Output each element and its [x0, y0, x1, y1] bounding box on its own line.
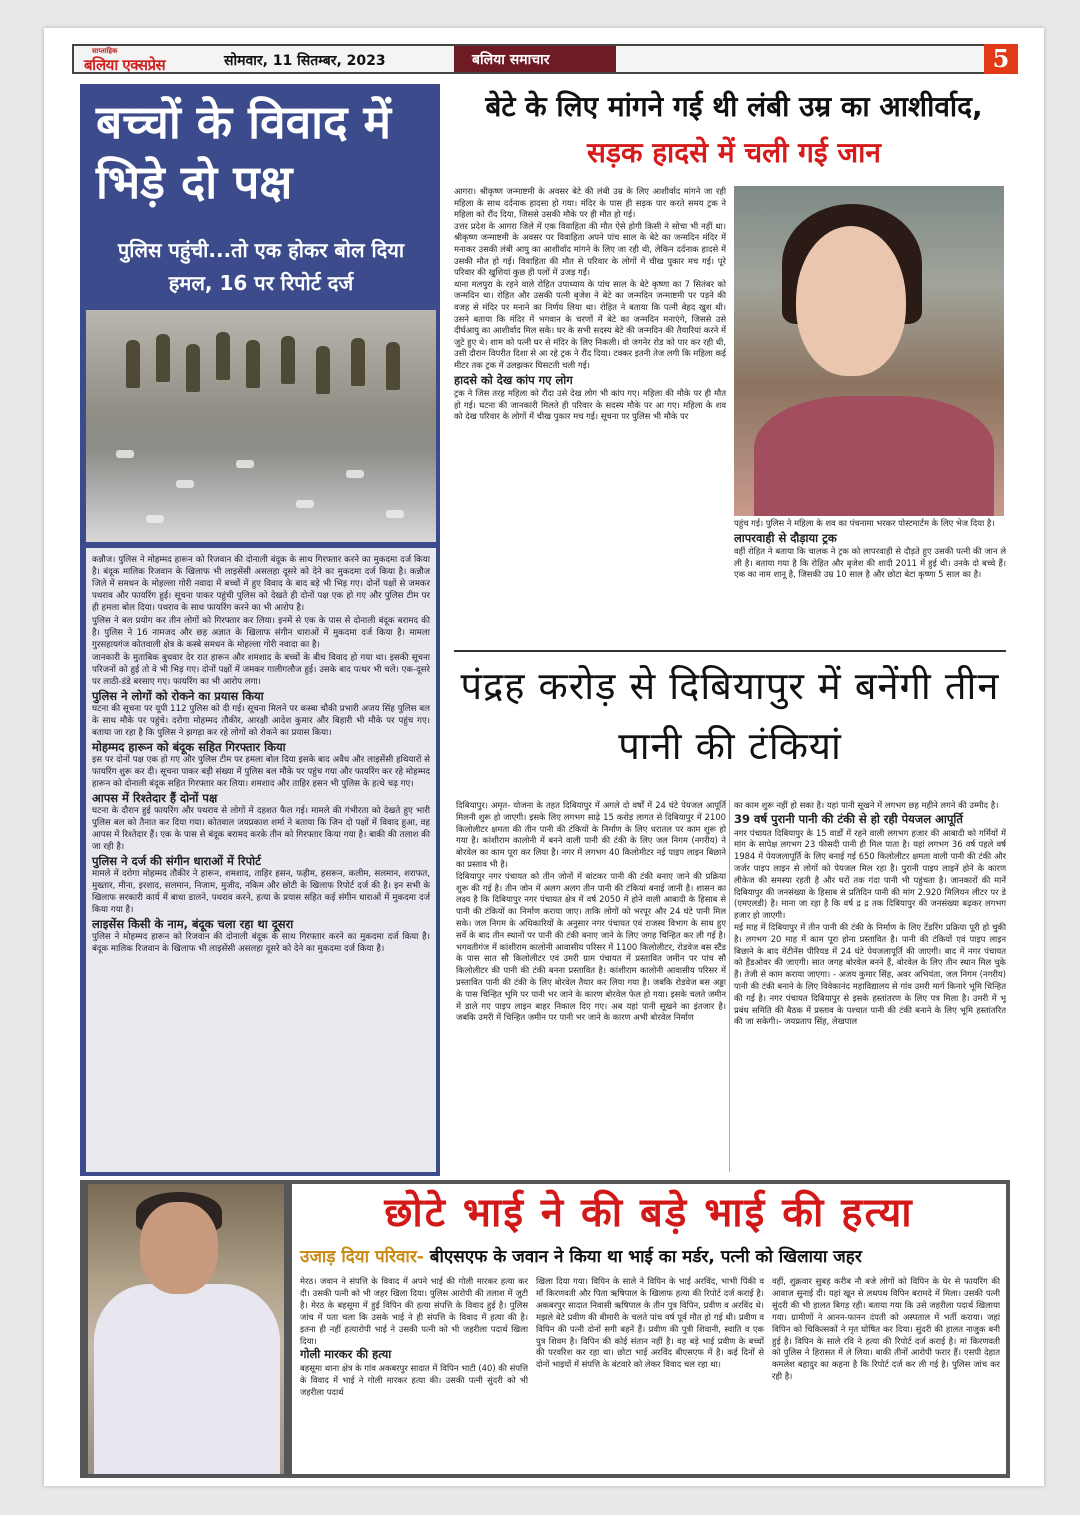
story-bottom-column-3: [772, 1276, 1000, 1472]
logo-tagline: साप्ताहिक: [92, 47, 118, 55]
logo-name: बलिया एक्सप्रेस: [84, 56, 166, 74]
subheading: गोली मारकर की हत्या: [300, 1347, 392, 1362]
body-paragraph: घटना के दौरान हुई फायरिंग और पथराव से लोगों में दहशत फैल गई। मामले की गंभीरता को देखते हुए भारी पुलिस बल को तैनात कर दिया गया। कोतवाल जयप्रकाश शर्मा ने बताया कि जिन दो पक्षों में विवाद हुआ, वह आपस में रिश्तेदार हैं। एक के पास से बंदूक बरामद करके तीन को गिरफ्तार किया गया है। बाकी की तलाश की जा रही है।: [92, 806, 430, 852]
riot-scene-photo: [86, 310, 436, 542]
body-paragraph: मई माह में दिबियापुर में तीन पानी की टंकी के निर्माण के लिए टेंडरिंग प्रक्रिया पूरी हो चुकी है। लगभग 20 माह में काम पूरा होना प्रस्तावित है। पानी की टंकियों एवं पाइप लाइन बिछाने के बाद मेंटीनेंस पीरियड में 24 घंटे पेयजलापूर्ति की जाएगी। बाद में नगर पंचायत को हैंडओवर की जाएगी। सात जगह बोरवेल बनने हैं, बोरवेल के लिए तीन स्थान मिल चुके हैं। तेजी से काम कराया जाएगा। - अजय कुमार सिंह, अवर अभियंता, जल निगम (नगरीय) पानी की टंकी बनाने के लिए विवेकानंद महाविद्यालय से गांव उमरी मार्ग किनारे भूमि चिन्हित की गई है। नगर पंचायत दिबियापुर से इसके हस्तांतरण के लिए पत्र मिला है। उमरी में भू प्रबंध समिति की बैठक में प्रस्ताव के पश्चात पानी की टंकी बनाने के लिए भूमि हस्तांतरित की जा सकेगी।- जयप्रताप सिंह, लेखपाल: [734, 921, 1006, 1027]
body-paragraph: नगर पंचायत दिबियापुर के 15 वार्डों में रहने वाली लगभग हजार की आबादी को गर्मियों में मांग के सापेक्ष लगभग 23 फीसदी पानी ही मिल पाता है। यहां लगभग 36 वर्ष पहले वर्ष 1984 में पेयजलापूर्ति के लिए बनाई गई 650 किलोलीटर क्षमता वाली पानी की टंकी और जर्जर पाइप लाइन से लोगों को पेयजल मिल रहा है। पुरानी पाइप लाइनें होने के कारण लीकेज की समस्या रहती है और घरों तक गंदा पानी भी पहुंचता है। जानकारों की मानें दिबियापुर की जनसंख्या के हिसाब से प्रतिदिन पानी की मांग 2.920 मिलियन लीटर पर डे (एमएलडी) है। माना जा रहा है कि वर्ष द्र द्र तक दिबियापुर की जनसंख्या बढ़कर लगभग हजार हो जाएगी।: [734, 827, 1006, 921]
section-label: बलिया समाचार: [454, 46, 616, 72]
story-bottom-subhead: [300, 1244, 1000, 1270]
subheading: लापरवाही से दौड़ाया ट्रक: [734, 530, 837, 545]
body-paragraph: दिबियापुर। अमृत- योजना के तहत दिबियापुर में अगले दो वर्षों में 24 घंटे पेयजल आपूर्ति मिलनी शुरू हो जाएगी। इसके लिए लगभग साढ़े 15 करोड़ लागत से दिबियापुर में 2100 किलोलीटर क्षमता की तीन पानी की टंकियों के निर्माण के लिए धरातल पर काम शुरू हो गया है। कांशीराम कालोनी में बनने वाली पानी की टंकी के लिए जल निगम (नगरीय) ने बोरवेल का काम पूरा कर लिया है। नगर में लगभग 40 किलोमीटर नई पाइप लाइन बिछाने का प्रस्ताव भी है।: [456, 800, 726, 869]
story-bottom-column-2: [536, 1276, 764, 1472]
subheading: मोहम्मद हारून को बंदूक सहित गिरफ्तार किया: [92, 740, 286, 754]
body-paragraph: ट्रक ने जिस तरह महिला को रौंदा उसे देख लोग भी कांप गए। महिला की मौके पर ही मौत हो गई। घटना की जानकारी मिलते ही परिवार के सदस्य मौके पर आ गए। महिला के शव को देख परिवार के लोगों में चीख पुकार मच गई। सूचना पर पुलिस भी मौके पर: [454, 388, 726, 422]
body-paragraph: वहीं रोहित ने बताया कि चालक ने ट्रक को लापरवाही से दौड़ते हुए उसकी पत्नी की जान ले ली है। बताया गया है कि रोहित और बृजेश की शादी 2011 में हुई थी। उनके दो बच्चे हैं। एक का नाम शानू है, जिसकी उम्र 10 साल है और छोटा बेटा कृष्णा 5 साल का है।: [734, 546, 1006, 580]
masthead: [72, 44, 1018, 74]
body-paragraph: जानकारी के मुताबिक बुधवार देर रात हारून और शमशाद के बच्चों के बीच विवाद हो गया था। इसकी सूचना परिजनों को हुई तो वे भी भिड़ गए। दोनों पक्षों में जमकर गालीगलौज हुई। उसके बाद पत्थर भी चले। एक-दूसरे पर लाठी-डंडे बरसाए गए। फायरिंग का भी आरोप लगा।: [92, 653, 430, 687]
body-paragraph: मेरठ। जवान ने संपत्ति के विवाद में अपने भाई की गोली मारकर हत्या कर दी। उसकी पत्नी को भी जहर खिला दिया। पुलिस आरोपी की तलाश में जुटी है। मेरठ के बहसूमा में हुई विपिन की हत्या संपत्ति के विवाद हुई है। पुलिस जांच में पता चला कि उसके भाई ने ही संपत्ति के विवाद में हत्या की है। इतना ही नहीं हत्यारोपी भाई ने उसकी पत्नी को भी जहरीला पदार्थ खिला दिया।: [300, 1276, 528, 1346]
story-mid-column-1: [456, 800, 726, 1176]
kicker: उजाड़ दिया परिवार-: [300, 1247, 424, 1267]
newspaper-page: [44, 28, 1044, 1486]
story-bottom-headline: छोटे भाई ने की बड़े भाई की हत्या: [384, 1190, 914, 1236]
story-left: [80, 84, 440, 1176]
headline-red: सड़क हादसे में चली गई जान: [587, 136, 881, 169]
story-top-column-1: [454, 186, 726, 646]
story-left-subhead: पुलिस पहुंची...तो एक होकर बोल दिया हमल, 16 पर रिपोर्ट दर्ज: [117, 238, 405, 295]
story-bottom: [80, 1180, 1010, 1478]
body-paragraph: वहीं, शुक्रवार सुबह करीब नौ बजे लोगों को विपिन के घेर से फायरिंग की आवाज सुनाई दी। यहां खून से लथपथ विपिन बरामदे में मिला। उसकी पत्नी सुंदरी की भी हालत बिगड़ रही। बताया गया कि उसे जहरीला पदार्थ खिलाया गया। ग्रामीणों ने आनन-फानन दंपती को अस्पताल में भर्ती कराया। जहां विपिन को चिकित्सकों ने मृत घोषित कर दिया। सुंदरी की हालत नाजुक बनी हुई है। विपिन के साले रवि ने हत्या की रिपोर्ट दर्ज कराई है। मां किरणवती को पुलिस ने हिरासत में ले लिया। बाकी तीनों आरोपी फरार हैं। एसपी देहात कमलेश बहादुर का कहना है कि रिपोर्ट दर्ज कर ली गई है। पुलिस जांच कर रही है।: [772, 1276, 1000, 1382]
story-top-column-2: [734, 518, 1006, 648]
story-bottom-content: [292, 1184, 1006, 1474]
body-paragraph: मामले में दरोगा मोहम्मद तौकीर ने हारून, शमशाद, ताहिर हसन, फहीम, हसरून, कलीम, सलमान, शराफत, मुख्तार, मीना, इरशाद, सलमान, निजाम, मुजीद, नकिम और छोटी के खिलाफ रिपोर्ट दर्ज की है। इन सभी के खिलाफ सरकारी कार्य में बाधा डालने, पथराव करने, हत्या के प्रयास सहित कई संगीन धाराओं में मुकदमा दर्ज किया गया है।: [92, 869, 430, 915]
subheading: पुलिस ने दर्ज की संगीन धाराओं में रिपोर्ट: [92, 854, 261, 868]
subheading: हादसे को देख कांप गए लोग: [454, 372, 573, 387]
story-left-headline: बच्चों के विवाद में भिड़े दो पक्ष: [96, 95, 392, 209]
body-paragraph: इस पर दोनों पक्ष एक हो गए और पुलिस टीम पर हमला बोल दिया इसके बाद अवैध और लाइसेंसी हथियारों से फायरिंग शुरू कर दी। सूचना पाकर बड़ी संख्या में पुलिस बल मौके पर पहुंच गया और फायरिंग कर रहे मोहम्मद हारून को दोनाली बंदूक सहित गिरफ्तार कर लिया। शमशाद और ताहिर हसन भी पुलिस के हत्थे चढ़ गए।: [92, 755, 430, 789]
body-paragraph: पुलिस ने बल प्रयोग कर तीन लोगों को गिरफ्तार कर लिया। इनमें से एक के पास से दोनाली बंदूक बरामद की है। पुलिस ने 16 नामजद और छह अज्ञात के खिलाफ संगीन धाराओं में मुकदमा दर्ज किया है। मामला गुरसहायगंज कोतवाली क्षेत्र के कस्बे समधन के मोहल्ला गोरी नवादा का है।: [92, 616, 430, 650]
body-paragraph: पहुंच गई। पुलिस ने महिला के शव का पंचनामा भरकर पोस्टमार्टम के लिए भेज दिया है।: [734, 518, 995, 528]
body-paragraph: थाना मलपुरा के रहने वाले रोहित उपाध्याय के पांच साल के बेटे कृष्णा का 7 सितंबर को जन्मदिन था। रोहित और उसकी पत्नी बृजेश ने बेटे का जन्मदिन जन्माष्टमी पर पड़ने की वजह से मंदिर पर मनाने का निर्णय लिया था। रोहित ने बताया कि पत्नी बेहद खुश थी। उसने बताया कि मंदिर में भगवान के चरणों में बेटे का जन्मदिन मनाएंगे, जिससे उसे दीर्घआयु का आशीर्वाद मिल सके। घर के सभी सदस्य बेटे की जन्मदिन की तैयारियां करने में जुटे हुए थे। शाम को पत्नी घर से मंदिर के लिए निकली। वो जगनेर रोड को पार कर रही थी, उसी दौरान विपरीत दिशा से आ रहे ट्रक ने रौंद दिया। टक्कर इतनी तेज लगी कि महिला कई मीटर तक ट्रक में उलझकर घिसटती चली गई।: [454, 278, 726, 370]
column-divider: [729, 800, 730, 1172]
accused-photo: [88, 1184, 284, 1474]
story-mid-headline: पंद्रह करोड़ से दिबियापुर में बनेंगी तीन पानी की टंकियां: [460, 664, 1000, 768]
subheading: आपस में रिश्तेदार हैं दोनों पक्ष: [92, 791, 218, 805]
body-paragraph: घटना की सूचना पर यूपी 112 पुलिस को दी गई। सूचना मिलने पर कस्बा चौकी प्रभारी अजय सिंह पुलिस बल के साथ मौके पर पहुंचे। दरोगा मोहम्मद तौकीर, आरक्षी आदेश कुमार और बिहारी भी मौके पर पहुंच गए। बताया जा रहा है कि पुलिस ने झगड़ा कर रहे लोगों को रोकने का प्रयास किया।: [92, 704, 430, 738]
subheading: पुलिस ने लोगों को रोकने का प्रयास किया: [92, 689, 264, 703]
story-left-body: [86, 548, 436, 1172]
victim-portrait-photo: [734, 186, 1004, 516]
body-paragraph: खिला दिया गया। विपिन के साले ने विपिन के भाई अरविंद, भाभी पिंकी व माँ किरणवती और पिता ऋषिपाल के खिलाफ हत्या की रिपोर्ट दर्ज कराई है। अकबरपुर सादात निवासी ऋषिपाल के तीन पुत्र विपिन, प्रवीण व अरविंद थे। मझले बेटे प्रवीण की बीमारी के चलते पांच वर्ष पूर्व मौत हो गई थी। प्रवीण व विपिन की पत्नी दोनों सगी बहनें हैं। प्रवीण की पुत्री शिवानी, स्वाति व एक पुत्र शिवम है। विपिन की कोई संतान नहीं है। वह बड़े भाई प्रवीण के बच्चों की परवरिश कर रहा था। छोटा भाई अरविंद बीएसएफ में है। कई दिनों से दोनों भाइयों में संपत्ति के बंटवारे को लेकर विवाद चल रहा था।: [536, 1276, 764, 1370]
subhead-text: बीएसएफ के जवान ने किया था भाई का मर्डर, पत्नी को खिलाया जहर: [429, 1247, 862, 1267]
issue-date: सोमवार, 11 सितम्बर, 2023: [224, 53, 386, 69]
body-paragraph: उत्तर प्रदेश के आगरा जिले में एक विवाहिता की मौत ऐसे होगी किसी ने सोचा भी नहीं था। श्रीकृष्ण जन्माष्टमी के अवसर पर विवाहिता अपने पांच साल के बेटे का जन्मदिन मंदिर में मनाकर उसकी लंबी आयु का आशीर्वाद मांगने के लिए जा रही थी, लेकिन दर्दनाक हादसे में उसकी मौत हो गई। विवाहिता की मौत से परिवार के लोगों में चीख पुकार मच गई। पूरे परिवार की खुशियां कुछ ही पलों में उजड़ गईं।: [454, 220, 726, 278]
newspaper-logo: [78, 48, 208, 72]
body-paragraph: का काम शुरू नहीं हो सका है। यहां पानी सूखने में लगभग छह महीने लगने की उम्मीद है।: [734, 800, 999, 810]
story-mid-column-2: [734, 800, 1006, 1176]
page-number: 5: [984, 44, 1018, 74]
subheading: लाइसेंस किसी के नाम, बंदूक चला रहा था दूसरा: [92, 917, 294, 931]
body-paragraph: आगरा। श्रीकृष्ण जन्माष्टमी के अवसर बेटे की लंबी उम्र के लिए आशीर्वाद मांगने जा रही महिला के साथ दर्दनाक हादसा हो गया। मंदिर के पास ही सड़क पार करते समय ट्रक ने महिला को रौंद दिया, जिससे उसकी मौके पर ही मौत हो गई।: [454, 186, 726, 220]
subheading: 39 वर्ष पुरानी पानी की टंकी से हो रही पेयजल आपूर्ति: [734, 811, 963, 826]
body-paragraph: दिबियापुर नगर पंचायत को तीन जोनों में बांटकर पानी की टंकी बनाए जाने की प्रक्रिया शुरू की गई है। तीन जोन में अलग अलग तीन पानी की टंकियां बनाई जानी है। शासन का लक्ष्य है कि दिबियापुर नगर पंचायत क्षेत्र में वर्ष 2050 में होने वाली आबादी के हिसाब से पानी की टंकियों का निर्माण कराया जाए। ताकि लोगों को भरपूर और 24 घंटे पानी मिल सके। जल निगम के अधिकारियों के अनुसार नगर पंचायत एवं राजस्व विभाग के साथ हुए सर्वे के बाद तीन स्थानों पर पानी की टंकी बनाए जाने के लिए जगह चिन्हित कर ली गई है। भगवतीगंज में कांशीराम कालोनी आवासीय परिसर में 1100 किलोलीटर, रोडवेज बस स्टैंड के पास सात सौ किलोलीटर एवं उमरी ग्राम पंचायत में प्रस्तावित जमीन पर पांच सौ किलोलीटर की पानी की टंकी बनना प्रस्तावित है। कांशीराम कालोनी आवासीय परिसर में प्रस्तावित पानी की टंकी के लिए बोरवेल तैयार कर लिया गया है। जबकि रोडवेज बस अड्डा के पास चिन्हित भूमि पर पानी भर जाने के कारण बोरवेल फेल हो गया। इसके चलते जमीन में डाले गए पाइप लाइन बाहर निकाल दिए गए। अब यहां पानी सूखने का इंतजार है। जबकि उमरी में चिन्हित जमीन पर पानी भर जाने के कारण अभी बोरवेल निर्माण: [456, 870, 726, 1023]
divider: [454, 650, 1006, 652]
body-paragraph: कन्नौज। पुलिस ने मोहम्मद हारून को रिजवान की दोनाली बंदूक के साथ गिरफ्तार करने का मुकदमा दर्ज किया है। बंदूक मालिक रिजवान के खिलाफ भी लाइसेंसी असलहा दूसरे को देने का मुकदमा दर्ज किया है। कन्नौज जिले में समधन के मोहल्ला गोरी नवादा में बच्चों में हुए विवाद के बाद बड़े भी भिड़ गए। दोनों पक्षों से जमकर पथराव और फायरिंग हुई। सूचना पाकर पहुंची पुलिस को देखते ही दोनों पक्ष एक हो गए और पुलिस टीम पर ही हमला बोल दिया। पथराव के साथ फायरिंग करने का भी आरोप है।: [92, 555, 430, 613]
story-top-headline: [454, 84, 1014, 176]
body-paragraph: पुलिस ने मोहम्मद हारून को रिजवान की दोनाली बंदूक के साथ गिरफ्तार करने का मुकदमा दर्ज किया है। बंदूक मालिक रिजवान के खिलाफ भी लाइसेंसी असलहा दूसरे को देने का मुकदमा दर्ज किया है।: [92, 932, 430, 954]
headline-black: बेटे के लिए मांगने गई थी लंबी उम्र का आशीर्वाद,: [485, 90, 983, 123]
body-paragraph: बहसूमा थाना क्षेत्र के गांव अकबरपुर सादात में विपिन भाटी (40) की संपत्ति के विवाद में भाई ने गोली मारकर हत्या की। उसकी पत्नी सुंदरी को भी जहरीला पदार्थ: [300, 1363, 528, 1398]
story-bottom-column-1: [300, 1276, 528, 1472]
